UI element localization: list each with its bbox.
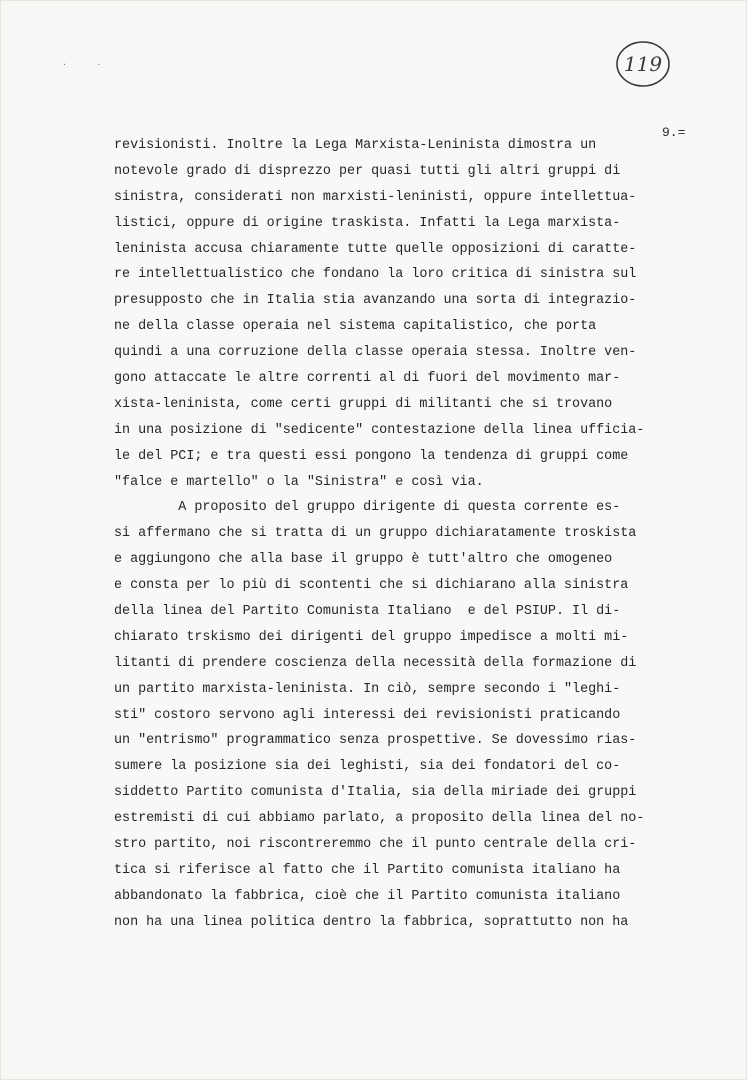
text-line: sumere la posizione sia dei leghisti, sia dei fondatori del co-	[114, 759, 621, 775]
text-line: un partito marxista-leninista. In ciò, sempre secondo i "leghi-	[114, 681, 621, 697]
text-line: re intellettualistico che fondano la loro critica di sinistra sul	[114, 267, 637, 283]
text-line: xista-leninista, come certi gruppi di militanti che si trovano	[114, 396, 613, 412]
text-line: non ha una linea politica dentro la fabbrica, soprattutto non ha	[114, 914, 629, 930]
text-line: stro partito, noi riscontreremmo che il punto centrale della cri-	[114, 837, 637, 853]
text-line: le del PCI; e tra questi essi pongono la tendenza di gruppi come	[114, 448, 629, 464]
text-line: e aggiungono che alla base il gruppo è tutt'altro che omogeneo	[114, 552, 613, 568]
text-line: revisionisti. Inoltre la Lega Marxista-Leninista dimostra un	[114, 138, 597, 153]
text-line: tica si riferisce al fatto che il Partito comunista italiano ha	[114, 862, 621, 878]
text-line: chiarato trskismo dei dirigenti del gruppo impedisce a molti mi-	[114, 629, 629, 645]
text-line: ne della classe operaia nel sistema capitalistico, che porta	[114, 319, 597, 335]
page-marker: 9.=	[662, 125, 686, 140]
text-line: e consta per lo più di scontenti che si dichiarano alla sinistra	[114, 578, 629, 594]
text-line: della linea del Partito Comunista Italiano e del PSIUP. Il di-	[114, 604, 621, 620]
text-line: sinistra, considerati non marxisti-leninisti, oppure intellettua-	[114, 189, 637, 205]
text-line: "falce e martello" o la "Sinistra" e così via.	[114, 474, 484, 490]
text-line: siddetto Partito comunista d'Italia, sia della miriade dei gruppi	[114, 785, 637, 801]
corner-dots: . .	[63, 57, 115, 68]
text-line: listici, oppure di origine traskista. Infatti la Lega marxista-	[114, 215, 621, 231]
page-number-stamp	[613, 37, 673, 91]
text-line: litanti di prendere coscienza della necessità della formazione di	[114, 655, 637, 671]
text-line: sti" costoro servono agli interessi dei revisionisti praticando	[114, 707, 621, 723]
text-line: un "entrismo" programmatico senza prospettive. Se dovessimo rias-	[114, 733, 637, 749]
text-line: notevole grado di disprezzo per quasi tutti gli altri gruppi di	[114, 163, 621, 179]
text-line: gono attaccate le altre correnti al di fuori del movimento mar-	[114, 371, 621, 387]
text-line: abbandonato la fabbrica, cioè che il Partito comunista italiano	[114, 888, 621, 904]
text-line: leninista accusa chiaramente tutte quelle opposizioni di caratte-	[114, 241, 637, 257]
body-text	[114, 133, 714, 936]
text-line: estremisti di cui abbiamo parlato, a proposito della linea del no-	[114, 811, 645, 827]
text-line: A proposito del gruppo dirigente di questa corrente es-	[114, 500, 621, 516]
text-line: presupposto che in Italia stia avanzando una sorta di integrazio-	[114, 293, 637, 309]
stamp-number: 119	[623, 52, 663, 76]
text-line: quindi a una corruzione della classe operaia stessa. Inoltre ven-	[114, 345, 637, 361]
text-line: si affermano che si tratta di un gruppo dichiaratamente troskista	[114, 526, 637, 542]
text-line: in una posizione di "sedicente" contestazione della linea ufficia-	[114, 422, 645, 438]
